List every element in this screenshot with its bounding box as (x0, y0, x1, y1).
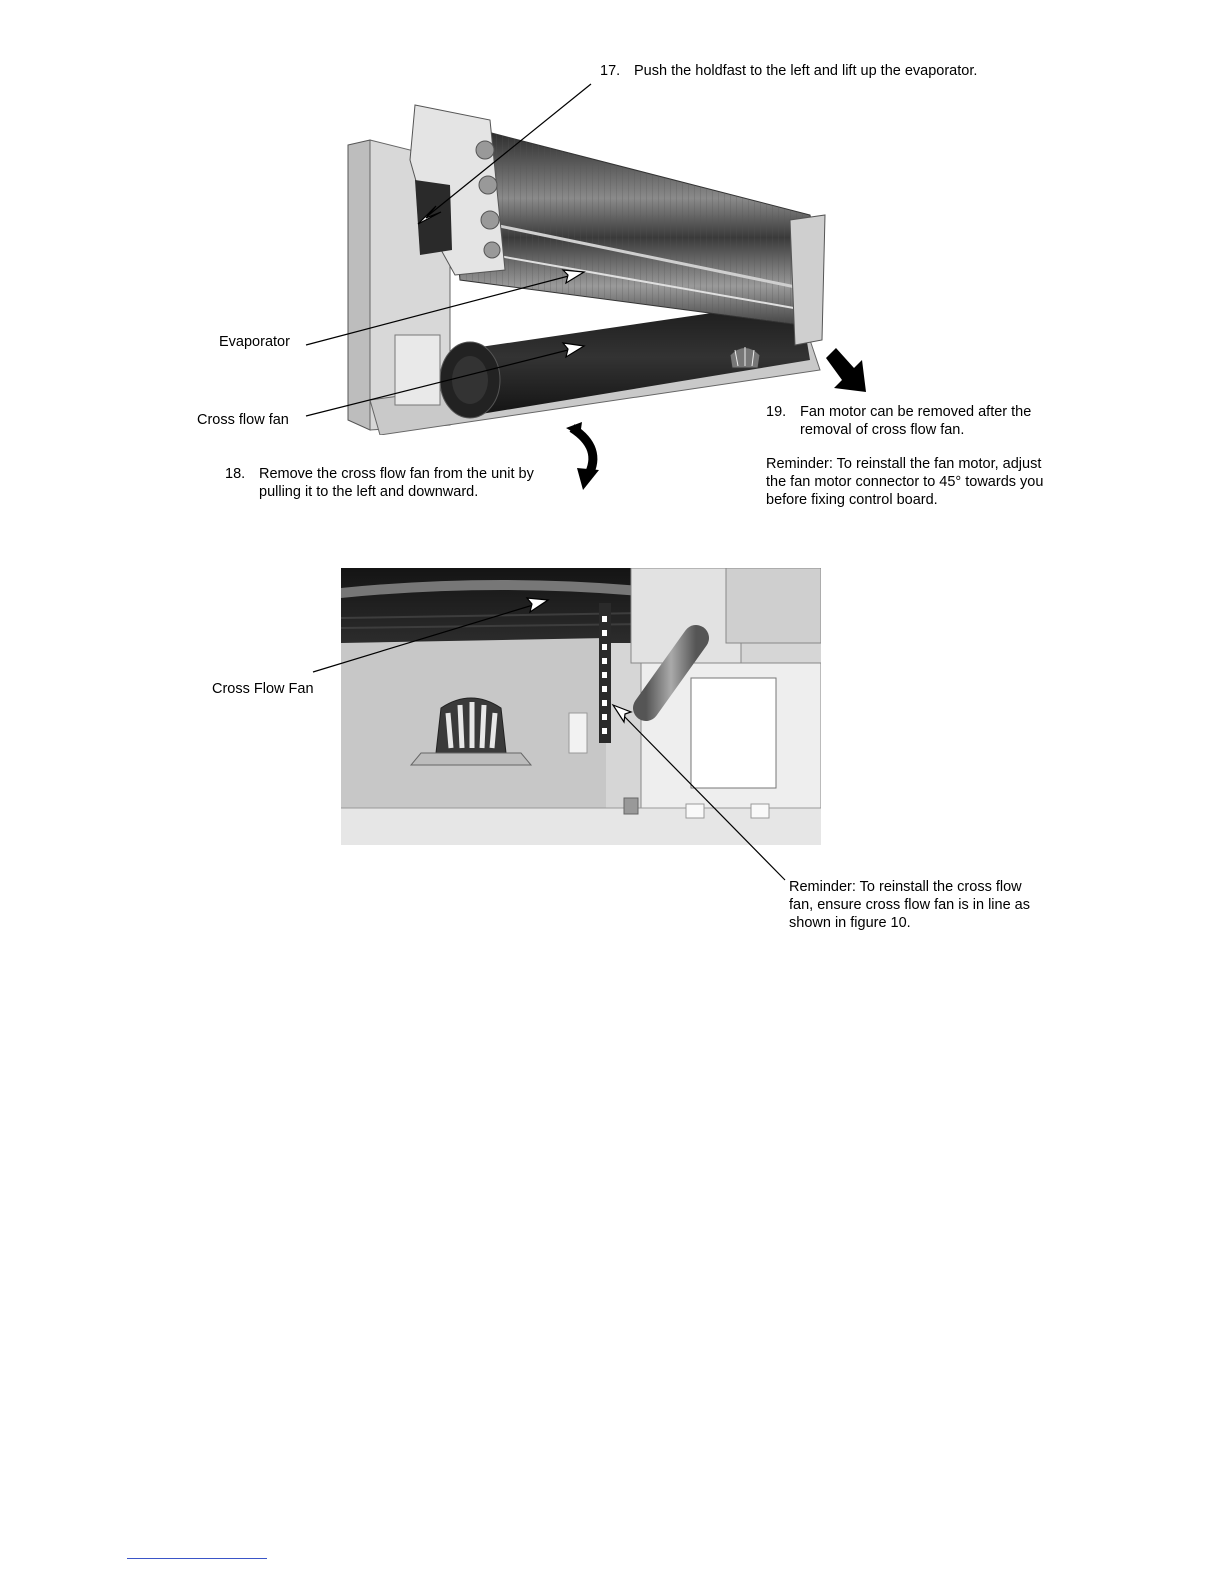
reminder-cross-flow-fan-line-1: Reminder: To reinstall the cross flow (789, 879, 1022, 895)
footer-link-underline[interactable] (127, 1558, 267, 1559)
reminder-fan-motor-line-3: before fixing control board. (766, 492, 938, 508)
step-19-line-2: removal of cross flow fan. (800, 422, 965, 438)
photo-evaporator-removal (340, 100, 830, 435)
reminder-fan-motor-line-2: the fan motor connector to 45° towards you (766, 474, 1044, 490)
step-18-line-2: pulling it to the left and downward. (259, 484, 479, 500)
label-evaporator: Evaporator (219, 334, 290, 350)
step-17-number: 17. (600, 63, 621, 79)
reminder-cross-flow-fan-line-2: fan, ensure cross flow fan is in line as (789, 897, 1030, 913)
step-17-text: Push the holdfast to the left and lift up the evaporator. (634, 63, 978, 79)
reminder-fan-motor-line-1: Reminder: To reinstall the fan motor, adjust (766, 456, 1042, 472)
cross-flow-fan-detail-illustration (341, 568, 821, 845)
step-18-line-1: Remove the cross flow fan from the unit by (259, 466, 534, 482)
label-cross-flow-fan-detail: Cross Flow Fan (212, 681, 314, 697)
down-right-arrow-icon (826, 348, 866, 392)
label-cross-flow-fan: Cross flow fan (197, 412, 289, 428)
step-18-number: 18. (225, 466, 246, 482)
evaporator-unit-illustration (340, 100, 830, 435)
reminder-cross-flow-fan-line-3: shown in figure 10. (789, 915, 911, 931)
step-19-number: 19. (766, 404, 787, 420)
step-19-line-1: Fan motor can be removed after the (800, 404, 1032, 420)
photo-cross-flow-fan-detail (341, 568, 821, 845)
